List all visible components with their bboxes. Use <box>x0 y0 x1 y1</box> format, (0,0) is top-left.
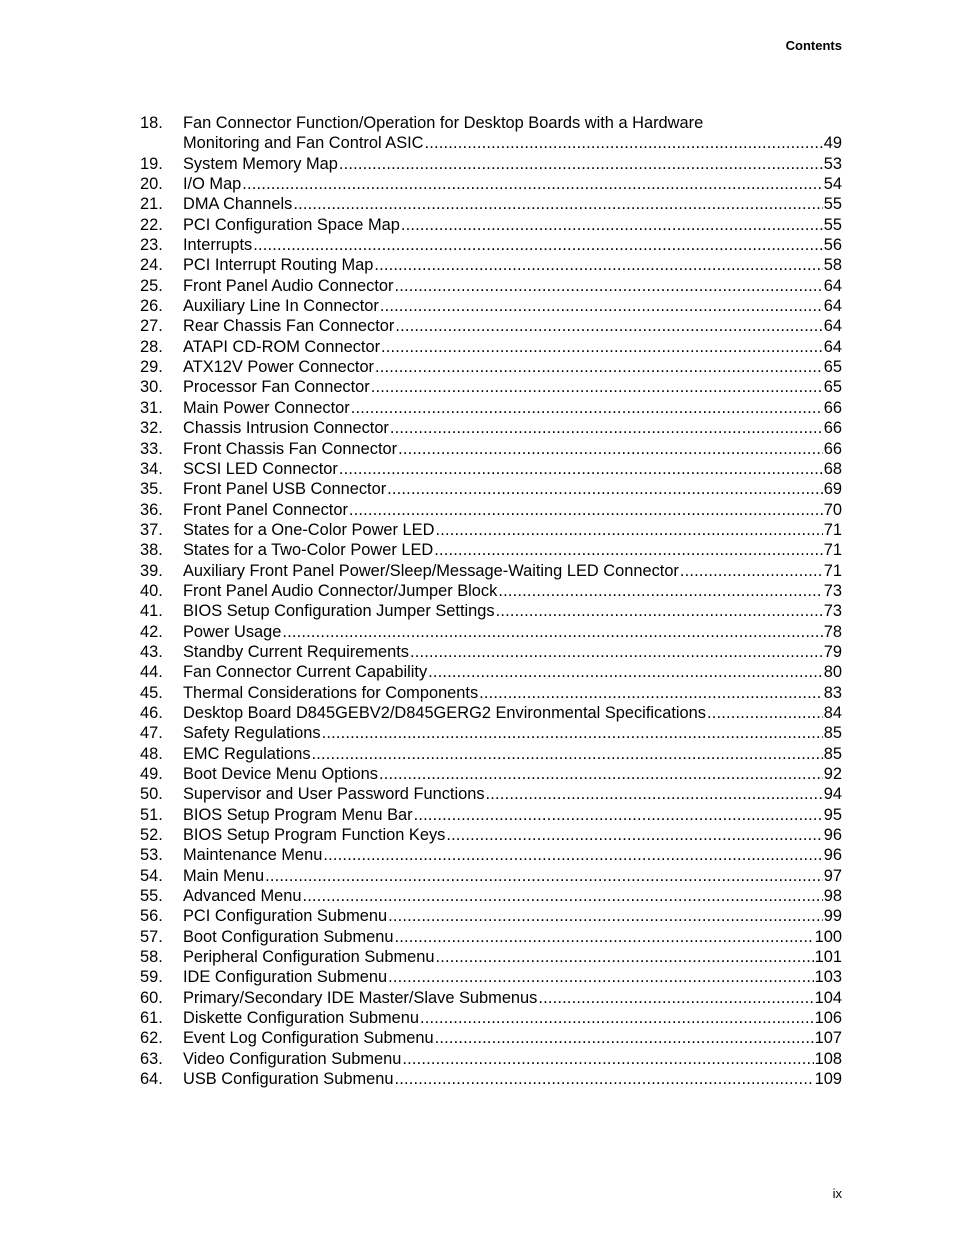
toc-entry-title: Front Panel USB Connector <box>183 480 387 499</box>
dot-leader <box>265 866 823 886</box>
toc-entry[interactable] <box>140 988 842 1008</box>
toc-entry[interactable] <box>140 520 842 540</box>
toc-entry[interactable] <box>140 439 842 459</box>
toc-entry-number: 63. <box>140 1049 163 1068</box>
toc-entry[interactable] <box>140 398 842 418</box>
toc-entry[interactable] <box>140 1028 842 1048</box>
toc-entry-page-number: 84 <box>823 703 842 722</box>
toc-entry-page-number: 107 <box>814 1029 842 1048</box>
toc-entry-title: Standby Current Requirements <box>183 642 409 661</box>
toc-entry-page-number: 65 <box>823 358 842 377</box>
toc-entry-title: Boot Configuration Submenu <box>183 927 394 946</box>
dot-leader <box>282 622 822 642</box>
toc-entry[interactable] <box>140 215 842 235</box>
dot-leader <box>380 296 823 316</box>
toc-entry-number: 42. <box>140 622 163 641</box>
dot-leader <box>242 174 822 194</box>
toc-entry-page-number: 71 <box>823 520 842 539</box>
toc-entry-number: 19. <box>140 154 163 173</box>
toc-entry-page-number: 66 <box>823 439 842 458</box>
toc-entry-number: 46. <box>140 703 163 722</box>
toc-entry-number: 37. <box>140 520 163 539</box>
toc-entry[interactable] <box>140 255 842 275</box>
toc-entry[interactable] <box>140 500 842 520</box>
dot-leader <box>381 337 823 357</box>
toc-entry-title: Main Menu <box>183 866 265 885</box>
page-number: ix <box>832 1186 842 1201</box>
dot-leader <box>398 439 823 459</box>
toc-entry-title: Thermal Considerations for Components <box>183 683 479 702</box>
toc-entry-page-number: 99 <box>823 907 842 926</box>
toc-entry-page-number: 78 <box>823 622 842 641</box>
toc-entry[interactable] <box>140 764 842 784</box>
toc-entry-title: Monitoring and Fan Control ASIC <box>183 134 424 153</box>
toc-entry[interactable] <box>140 642 842 662</box>
dot-leader <box>402 1049 813 1069</box>
toc-entry-number: 45. <box>140 683 163 702</box>
dot-leader <box>339 154 823 174</box>
toc-entry-title: BIOS Setup Configuration Jumper Settings <box>183 602 495 621</box>
toc-entry-number: 60. <box>140 988 163 1007</box>
toc-entry-title: Maintenance Menu <box>183 846 323 865</box>
dot-leader <box>253 235 823 255</box>
toc-entry[interactable] <box>140 683 842 703</box>
toc-entry[interactable] <box>140 540 842 560</box>
toc-entry-number: 61. <box>140 1009 163 1028</box>
toc-entry-number: 50. <box>140 785 163 804</box>
toc-entry-page-number: 64 <box>823 317 842 336</box>
toc-entry-number: 25. <box>140 276 163 295</box>
toc-entry[interactable] <box>140 154 842 174</box>
toc-entry-title: Fan Connector Current Capability <box>183 663 428 682</box>
toc-entry-title: Auxiliary Line In Connector <box>183 297 379 316</box>
toc-entry-page-number: 98 <box>823 887 842 906</box>
toc-entry-page-number: 109 <box>814 1070 842 1089</box>
toc-entry-number: 62. <box>140 1029 163 1048</box>
dot-leader <box>538 988 813 1008</box>
toc-entry-number: 23. <box>140 236 163 255</box>
toc-entry[interactable] <box>140 1008 842 1028</box>
toc-entry[interactable] <box>140 581 842 601</box>
dot-leader <box>435 947 813 967</box>
toc-entry-title: Front Panel Connector <box>183 500 348 519</box>
toc-entry-title: States for a One-Color Power LED <box>183 520 435 539</box>
toc-entry-number: 22. <box>140 215 163 234</box>
toc-entry-number: 29. <box>140 358 163 377</box>
toc-entry-page-number: 58 <box>823 256 842 275</box>
toc-entry-number: 31. <box>140 398 163 417</box>
toc-entry-title: DMA Channels <box>183 195 293 214</box>
toc-entry-title: BIOS Setup Program Function Keys <box>183 826 446 845</box>
toc-entry[interactable] <box>140 825 842 845</box>
toc-entry-page-number: 104 <box>814 988 842 1007</box>
toc-entry[interactable] <box>140 601 842 621</box>
toc-entry-title: System Memory Map <box>183 154 338 173</box>
toc-entry-number: 40. <box>140 581 163 600</box>
toc-entry-title: Desktop Board D845GEBV2/D845GERG2 Environmental Specifications <box>183 703 706 722</box>
toc-entry-number: 55. <box>140 887 163 906</box>
toc-entry-title: IDE Configuration Submenu <box>183 968 388 987</box>
toc-entry-page-number: 97 <box>823 866 842 885</box>
toc-entry-title: Power Usage <box>183 622 282 641</box>
toc-entry[interactable] <box>140 1069 842 1089</box>
toc-entry-title: USB Configuration Submenu <box>183 1070 394 1089</box>
toc-entry-page-number: 106 <box>814 1009 842 1028</box>
toc-entry-page-number: 65 <box>823 378 842 397</box>
toc-entry-page-number: 101 <box>814 948 842 967</box>
dot-leader <box>410 642 823 662</box>
toc-entry-title: Primary/Secondary IDE Master/Slave Submenus <box>183 988 538 1007</box>
toc-entry[interactable] <box>140 784 842 804</box>
toc-entry[interactable] <box>140 174 842 194</box>
toc-entry[interactable] <box>140 622 842 642</box>
toc-entry-number: 34. <box>140 459 163 478</box>
dot-leader <box>394 1069 813 1089</box>
toc-entry-page-number: 66 <box>823 419 842 438</box>
dot-leader <box>351 398 823 418</box>
toc-entry[interactable] <box>140 479 842 499</box>
dot-leader <box>486 784 823 804</box>
toc-entry[interactable] <box>140 845 842 865</box>
toc-entry-page-number: 96 <box>823 826 842 845</box>
toc-entry-number: 49. <box>140 765 163 783</box>
toc-entry-number: 38. <box>140 541 163 560</box>
toc-entry[interactable] <box>140 316 842 336</box>
toc-entry-title: Boot Device Menu Options <box>183 765 378 783</box>
toc-entry-title: PCI Interrupt Routing Map <box>183 256 374 275</box>
toc-entry-number: 32. <box>140 419 163 438</box>
toc-entry[interactable] <box>140 947 842 967</box>
toc-entry[interactable] <box>140 723 842 743</box>
toc-entry-title: Front Panel Audio Connector <box>183 276 394 295</box>
toc-entry-number: 41. <box>140 602 163 621</box>
toc-entry-title: EMC Regulations <box>183 744 311 763</box>
toc-entry[interactable] <box>140 418 842 438</box>
toc-entry-number: 47. <box>140 724 163 743</box>
dot-leader <box>388 906 823 926</box>
toc-entry-title: Diskette Configuration Submenu <box>183 1009 419 1028</box>
toc-entry-number: 59. <box>140 968 163 987</box>
toc-entry-title: Chassis Intrusion Connector <box>183 419 389 438</box>
toc-entry-title: I/O Map <box>183 175 242 194</box>
toc-entry[interactable] <box>140 662 842 682</box>
toc-entry[interactable] <box>140 906 842 926</box>
toc-entry-page-number: 103 <box>814 968 842 987</box>
toc-entry-title: Video Configuration Submenu <box>183 1049 402 1068</box>
toc-entry-title-first-line: Fan Connector Function/Operation for Desktop Boards with a Hardware <box>183 114 704 132</box>
dot-leader <box>293 194 822 214</box>
toc-entry-title: Safety Regulations <box>183 724 321 743</box>
toc-entry-title: Auxiliary Front Panel Power/Sleep/Message-Waiting LED Connector <box>183 561 679 580</box>
toc-entry-page-number: 85 <box>823 724 842 743</box>
toc-entry-title: States for a Two-Color Power LED <box>183 541 434 560</box>
toc-entry[interactable] <box>140 113 842 154</box>
toc-entry[interactable] <box>140 357 842 377</box>
toc-entry-page-number: 71 <box>823 541 842 560</box>
toc-entry-title: Peripheral Configuration Submenu <box>183 948 435 967</box>
toc-entry-page-number: 80 <box>823 663 842 682</box>
dot-leader <box>349 500 823 520</box>
toc-entry-number: 26. <box>140 297 163 316</box>
toc-entry[interactable] <box>140 703 842 723</box>
toc-entry-title: Front Chassis Fan Connector <box>183 439 398 458</box>
toc-entry-title: Advanced Menu <box>183 887 302 906</box>
toc-entry[interactable] <box>140 866 842 886</box>
dot-leader <box>379 764 823 784</box>
toc-entry-page-number: 83 <box>823 683 842 702</box>
toc-entry-number: 24. <box>140 256 163 275</box>
toc-entry-number: 21. <box>140 195 163 214</box>
toc-entry-title: PCI Configuration Space Map <box>183 215 400 234</box>
dot-leader <box>425 133 823 153</box>
dot-leader <box>446 825 822 845</box>
toc-entry-number: 56. <box>140 907 163 926</box>
dot-leader <box>387 479 823 499</box>
toc-entry[interactable] <box>140 561 842 581</box>
dot-leader <box>322 723 823 743</box>
toc-entry-number: 54. <box>140 866 163 885</box>
toc-entry[interactable] <box>140 886 842 906</box>
dot-leader <box>302 886 822 906</box>
dot-leader <box>323 845 822 865</box>
dot-leader <box>414 805 823 825</box>
toc-entry[interactable] <box>140 235 842 255</box>
toc-entry[interactable] <box>140 459 842 479</box>
dot-leader <box>401 215 823 235</box>
toc-entry-title: SCSI LED Connector <box>183 459 338 478</box>
toc-entry-number: 52. <box>140 826 163 845</box>
toc-entry-number: 57. <box>140 927 163 946</box>
toc-entry-number: 27. <box>140 317 163 336</box>
dot-leader <box>434 540 823 560</box>
toc-entry[interactable] <box>140 1049 842 1069</box>
toc-entry-number: 58. <box>140 948 163 967</box>
toc-entry-page-number: 56 <box>823 236 842 255</box>
dot-leader <box>428 662 823 682</box>
dot-leader <box>435 520 822 540</box>
toc-entry-title: Processor Fan Connector <box>183 378 370 397</box>
dot-leader <box>498 581 822 601</box>
toc-entry[interactable] <box>140 194 842 214</box>
dot-leader <box>312 744 823 764</box>
toc-entry-page-number: 79 <box>823 642 842 661</box>
toc-entry[interactable] <box>140 337 842 357</box>
toc-entry-number: 20. <box>140 175 163 194</box>
toc-entry-title: PCI Configuration Submenu <box>183 907 388 926</box>
toc-entry-page-number: 55 <box>823 195 842 214</box>
toc-entry-page-number: 64 <box>823 337 842 356</box>
toc-entry-page-number: 55 <box>823 215 842 234</box>
toc-entry-page-number: 92 <box>823 765 842 783</box>
toc-entry[interactable] <box>140 967 842 987</box>
dot-leader <box>388 967 814 987</box>
toc-entry-page-number: 69 <box>823 480 842 499</box>
toc-entry-number: 33. <box>140 439 163 458</box>
toc-entry-page-number: 54 <box>823 175 842 194</box>
toc-entry-number: 39. <box>140 561 163 580</box>
toc-entry-title: Front Panel Audio Connector/Jumper Block <box>183 581 498 600</box>
dot-leader <box>339 459 823 479</box>
toc-entry-number: 30. <box>140 378 163 397</box>
dot-leader <box>435 1028 814 1048</box>
toc-entry-number: 51. <box>140 805 163 824</box>
toc-entry-number: 35. <box>140 480 163 499</box>
toc-entry-title: Rear Chassis Fan Connector <box>183 317 395 336</box>
toc-entry-number: 28. <box>140 337 163 356</box>
toc-entry-page-number: 64 <box>823 276 842 295</box>
toc-entry-page-number: 85 <box>823 744 842 763</box>
toc-entry[interactable] <box>140 744 842 764</box>
running-header-title: Contents <box>785 38 842 53</box>
toc-entry-page-number: 49 <box>823 134 842 153</box>
dot-leader <box>680 561 823 581</box>
toc-entry[interactable] <box>140 296 842 316</box>
dot-leader <box>420 1008 814 1028</box>
toc-entry-page-number: 70 <box>823 500 842 519</box>
toc-entry-number: 64. <box>140 1070 163 1089</box>
toc-entry-title: Main Power Connector <box>183 398 350 417</box>
toc-entry-number: 43. <box>140 642 163 661</box>
toc-entry-page-number: 73 <box>823 602 842 621</box>
dot-leader <box>390 418 823 438</box>
dot-leader <box>479 683 823 703</box>
toc-entry-number: 48. <box>140 744 163 763</box>
toc-entry-title: ATAPI CD-ROM Connector <box>183 337 381 356</box>
toc-entry-number: 53. <box>140 846 163 865</box>
toc-entry-title: Interrupts <box>183 236 253 255</box>
toc-entry-page-number: 53 <box>823 154 842 173</box>
toc-entry[interactable] <box>140 276 842 296</box>
toc-entry-page-number: 94 <box>823 785 842 804</box>
toc-entry-page-number: 96 <box>823 846 842 865</box>
toc-entry-page-number: 73 <box>823 581 842 600</box>
dot-leader <box>707 703 823 723</box>
toc-entry[interactable] <box>140 805 842 825</box>
dot-leader <box>394 276 822 296</box>
toc-entry-page-number: 100 <box>814 927 842 946</box>
toc-entry-number: 36. <box>140 500 163 519</box>
toc-entry-page-number: 95 <box>823 805 842 824</box>
dot-leader <box>374 255 822 275</box>
dot-leader <box>375 357 823 377</box>
toc-entry-title: ATX12V Power Connector <box>183 358 375 377</box>
toc-entry-page-number: 64 <box>823 297 842 316</box>
toc-entry-number: 18. <box>140 114 163 132</box>
dot-leader <box>395 316 822 336</box>
toc-entry[interactable] <box>140 927 842 947</box>
toc-entry-page-number: 71 <box>823 561 842 580</box>
toc-entry-page-number: 108 <box>814 1049 842 1068</box>
toc-entry-title: Supervisor and User Password Functions <box>183 785 485 804</box>
table-of-contents-list <box>140 113 842 1090</box>
dot-leader <box>371 377 823 397</box>
toc-entry-title: Event Log Configuration Submenu <box>183 1029 434 1048</box>
toc-entry-title: BIOS Setup Program Menu Bar <box>183 805 413 824</box>
toc-entry[interactable] <box>140 377 842 397</box>
toc-entry-page-number: 68 <box>823 459 842 478</box>
toc-entry-number: 44. <box>140 663 163 682</box>
dot-leader <box>496 601 823 621</box>
toc-entry-page-number: 66 <box>823 398 842 417</box>
dot-leader <box>395 927 814 947</box>
